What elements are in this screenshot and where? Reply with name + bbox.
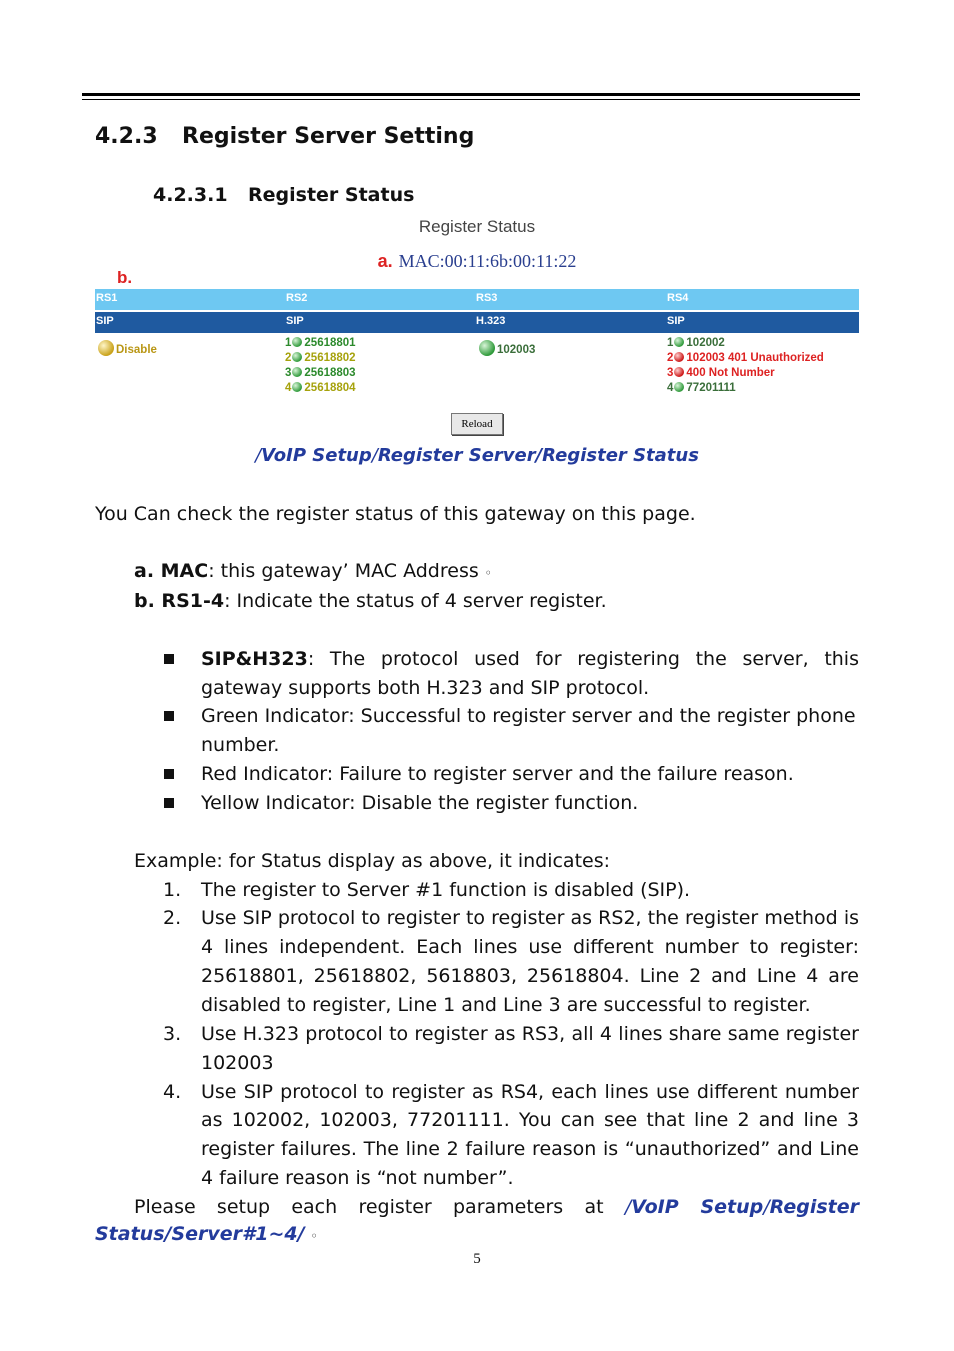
caption-slash: / [371, 445, 378, 466]
bullet-2-line-2: number. [201, 734, 280, 756]
line-value: 77201111 [686, 382, 736, 394]
example-item-4-line-2: as 102002, 102003, 77201111. You can see that line 2 and line 3 [201, 1109, 859, 1131]
line-value: 25618801 [304, 337, 356, 349]
intro-paragraph: You Can check the register status of this gateway on this page. [95, 503, 696, 525]
bullet-1-text: : The protocol used for registering the server, this [307, 648, 859, 670]
rs4-lines [667, 336, 824, 396]
protocol-rs2: SIP [286, 315, 304, 327]
rs3-status [478, 340, 535, 358]
list-number: 4. [163, 1081, 182, 1103]
closing-text: Please setup each register parameters at [134, 1196, 604, 1218]
bullet-square-icon [164, 654, 174, 664]
closing-path-2: Register [769, 1196, 859, 1218]
rs1-status-text: Disable [116, 344, 157, 356]
mac-line [95, 251, 859, 272]
line-number: 2 [285, 352, 292, 364]
bullet-4: Yellow Indicator: Disable the register function. [201, 792, 639, 814]
rs2-line [285, 381, 356, 396]
header-rs2: RS2 [286, 292, 308, 304]
example-intro: Example: for Status display as above, it indicates: [134, 850, 611, 872]
closing-end: ◦ [310, 1229, 318, 1243]
header-rule-thick [82, 93, 860, 96]
line-value: 25618804 [304, 382, 356, 394]
list-number: 3. [163, 1023, 182, 1045]
protocol-rs4: SIP [667, 315, 685, 327]
protocol-rs1: SIP [96, 315, 114, 327]
line-number: 1 [285, 337, 292, 349]
item-a-end: ◦ [484, 566, 492, 580]
item-a-label: a. MAC [134, 560, 209, 582]
header-rs4: RS4 [667, 292, 689, 304]
line-value: 400 Not Number [686, 367, 775, 379]
example-item-1: The register to Server #1 function is disabled (SIP). [201, 879, 691, 901]
mac-address: MAC:00:11:6b:00:11:22 [398, 251, 577, 271]
closing-path-3: Status/Server#1~4/ [95, 1223, 305, 1245]
closing-line-1 [134, 1196, 859, 1218]
page-number: 5 [473, 1251, 481, 1267]
example-item-4-line-1: Use SIP protocol to register as RS4, each lines use different number [201, 1081, 859, 1103]
line-number: 1 [667, 337, 674, 349]
line-value: 25618802 [304, 352, 356, 364]
closing-slash: / [624, 1196, 632, 1218]
figure-caption [0, 445, 954, 466]
example-item-2-line-2: 4 lines independent. Each lines use different number to register: [201, 936, 859, 958]
header-rs1: RS1 [96, 292, 118, 304]
rs-header-row [95, 289, 859, 310]
red-indicator-icon [674, 367, 684, 377]
item-a-text: : this gateway’ MAC Address [208, 560, 479, 582]
closing-path-1: VoIP Setup [631, 1196, 764, 1218]
yellow-indicator-icon [98, 340, 114, 356]
bullet-1-label: SIP&H323 [201, 648, 308, 670]
bullet-square-icon [164, 798, 174, 808]
protocol-row [95, 312, 859, 333]
bullet-square-icon [164, 769, 174, 779]
example-item-3-line-2: 102003 [201, 1052, 274, 1074]
rs4-line [667, 336, 824, 351]
closing-line-2 [95, 1223, 318, 1245]
green-indicator-icon [292, 337, 302, 347]
header-rs3: RS3 [476, 292, 498, 304]
register-status-screenshot [95, 214, 859, 440]
example-item-2-line-4: disabled to register, Line 1 and Line 3 are successful to register. [201, 994, 811, 1016]
line-number: 3 [667, 367, 674, 379]
list-number: 1. [163, 879, 182, 901]
green-indicator-icon [292, 352, 302, 362]
section-number: 4.2.3 [95, 124, 158, 149]
red-indicator-icon [674, 352, 684, 362]
mac-marker: a. [377, 251, 393, 271]
bullet-square-icon [164, 711, 174, 721]
caption-path-1: VoIP Setup [261, 445, 372, 466]
rs2-lines [285, 336, 356, 396]
green-indicator-icon [292, 382, 302, 392]
subsection-number: 4.2.3.1 [153, 184, 228, 206]
line-value: 102003 401 Unauthorized [686, 352, 824, 364]
green-indicator-icon [292, 367, 302, 377]
green-indicator-icon [674, 337, 684, 347]
rs4-line [667, 366, 824, 381]
example-item-4-line-3: register failures. The line 2 failure reason is “unauthorized” and Line [201, 1138, 859, 1160]
rs4-line [667, 351, 824, 366]
line-value: 25618803 [304, 367, 356, 379]
rs3-number: 102003 [497, 344, 536, 356]
bullet-3: Red Indicator: Failure to register server and the failure reason. [201, 763, 794, 785]
line-number: 4 [667, 382, 674, 394]
section-heading [95, 124, 474, 149]
green-indicator-icon [674, 382, 684, 392]
item-b-text: : Indicate the status of 4 server register. [224, 590, 607, 612]
item-a [134, 560, 492, 582]
item-b-label: b. RS1-4 [134, 590, 225, 612]
line-number: 4 [285, 382, 292, 394]
rs2-line [285, 336, 356, 351]
closing-slash: / [763, 1196, 770, 1218]
caption-slash: / [255, 445, 262, 466]
subsection-title: Register Status [248, 184, 415, 206]
rs2-line [285, 366, 356, 381]
section-title: Register Server Setting [182, 124, 475, 149]
header-rule-thin [82, 99, 860, 100]
example-item-4-line-4: 4 failure reason is “not number”. [201, 1167, 514, 1189]
subsection-heading [153, 184, 414, 206]
example-item-3-line-1: Use H.323 protocol to register as RS3, all 4 lines share same register [201, 1023, 859, 1045]
bullet-2-line-1: Green Indicator: Successful to register server and the register phone [201, 705, 856, 727]
line-number: 3 [285, 367, 292, 379]
rs1-status [97, 340, 157, 358]
item-b [134, 590, 607, 612]
bullet-1-line-1 [201, 648, 859, 670]
line-number: 2 [667, 352, 674, 364]
protocol-rs3: H.323 [476, 315, 506, 327]
list-number: 2. [163, 907, 182, 929]
rs2-line [285, 351, 356, 366]
rs-marker: b. [117, 268, 133, 287]
screenshot-title: Register Status [418, 217, 536, 236]
rs4-line [667, 381, 824, 396]
example-item-2-line-3: 25618801, 25618802, 5618803, 25618804. Line 2 and Line 4 are [201, 965, 859, 987]
line-value: 102002 [686, 337, 725, 349]
caption-path-2: Register Server/Register Status [377, 445, 699, 466]
green-indicator-icon [479, 340, 495, 356]
example-item-2-line-1: Use SIP protocol to register to register as RS2, the register method is [201, 907, 859, 929]
bullet-1-line-2: gateway supports both H.323 and SIP protocol. [201, 677, 650, 699]
reload-button[interactable]: Reload [451, 413, 503, 435]
